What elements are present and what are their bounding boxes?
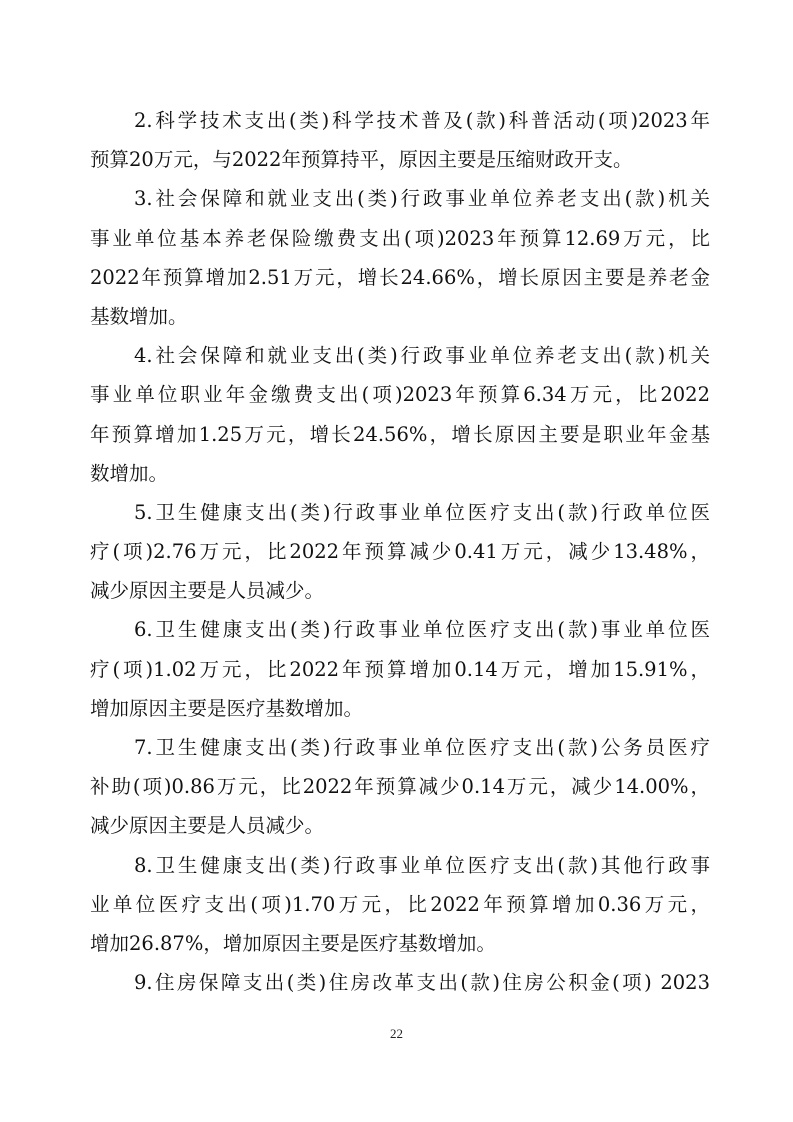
text-line: 减少原因主要是人员减少。 <box>90 814 325 838</box>
text-line: 基数增加。 <box>90 304 188 328</box>
text-line: 7.卫生健康支出(类)行政事业单位医疗支出(款)公务员医疗 <box>134 736 710 759</box>
text-line: 事业单位基本养老保险缴费支出(项)2023年预算12.69万元，比 <box>90 226 710 250</box>
text-line: 疗(项)2.76万元，比2022年预算减少0.41万元，减少13.48%， <box>90 540 710 564</box>
text-line: 3.社会保障和就业支出(类)行政事业单位养老支出(款)机关 <box>134 187 710 211</box>
text-line: 增加26.87%，增加原因主要是医疗基数增加。 <box>90 931 496 955</box>
text-line: 2022年预算增加2.51万元，增长24.66%，增长原因主要是养老金 <box>90 265 710 289</box>
text-line: 数增加。 <box>90 461 169 485</box>
text-line: 疗(项)1.02万元，比2022年预算增加0.14万元，增加15.91%， <box>90 657 710 681</box>
text-line: 2.科学技术支出(类)科学技术普及(款)科普活动(项)2023年 <box>134 109 710 132</box>
page-number: 22 <box>390 1026 403 1041</box>
text-line: 补助(项)0.86万元，比2022年预算减少0.14万元，减少14.00%， <box>90 775 710 799</box>
text-line: 4.社会保障和就业支出(类)行政事业单位养老支出(款)机关 <box>134 344 710 368</box>
text-line: 8.卫生健康支出(类)行政事业单位医疗支出(款)其他行政事 <box>134 853 710 877</box>
text-line: 事业单位职业年金缴费支出(项)2023年预算6.34万元，比2022 <box>90 383 710 407</box>
text-line: 5.卫生健康支出(类)行政事业单位医疗支出(款)行政单位医 <box>134 500 710 524</box>
body-text <box>90 101 710 1002</box>
text-line: 年预算增加1.25万元，增长24.56%，增长原因主要是职业年金基 <box>90 422 710 446</box>
text-line: 6.卫生健康支出(类)行政事业单位医疗支出(款)事业单位医 <box>134 618 710 642</box>
text-line: 减少原因主要是人员减少。 <box>90 579 325 603</box>
text-line: 预算20万元，与2022年预算持平，原因主要是压缩财政开支。 <box>90 148 633 172</box>
text-line: 增加原因主要是医疗基数增加。 <box>90 696 364 720</box>
text-line: 业单位医疗支出(项)1.70万元，比2022年预算增加0.36万元， <box>90 892 710 916</box>
text-line: 9.住房保障支出(类)住房改革支出(款)住房公积金(项) 2023 <box>134 971 710 995</box>
